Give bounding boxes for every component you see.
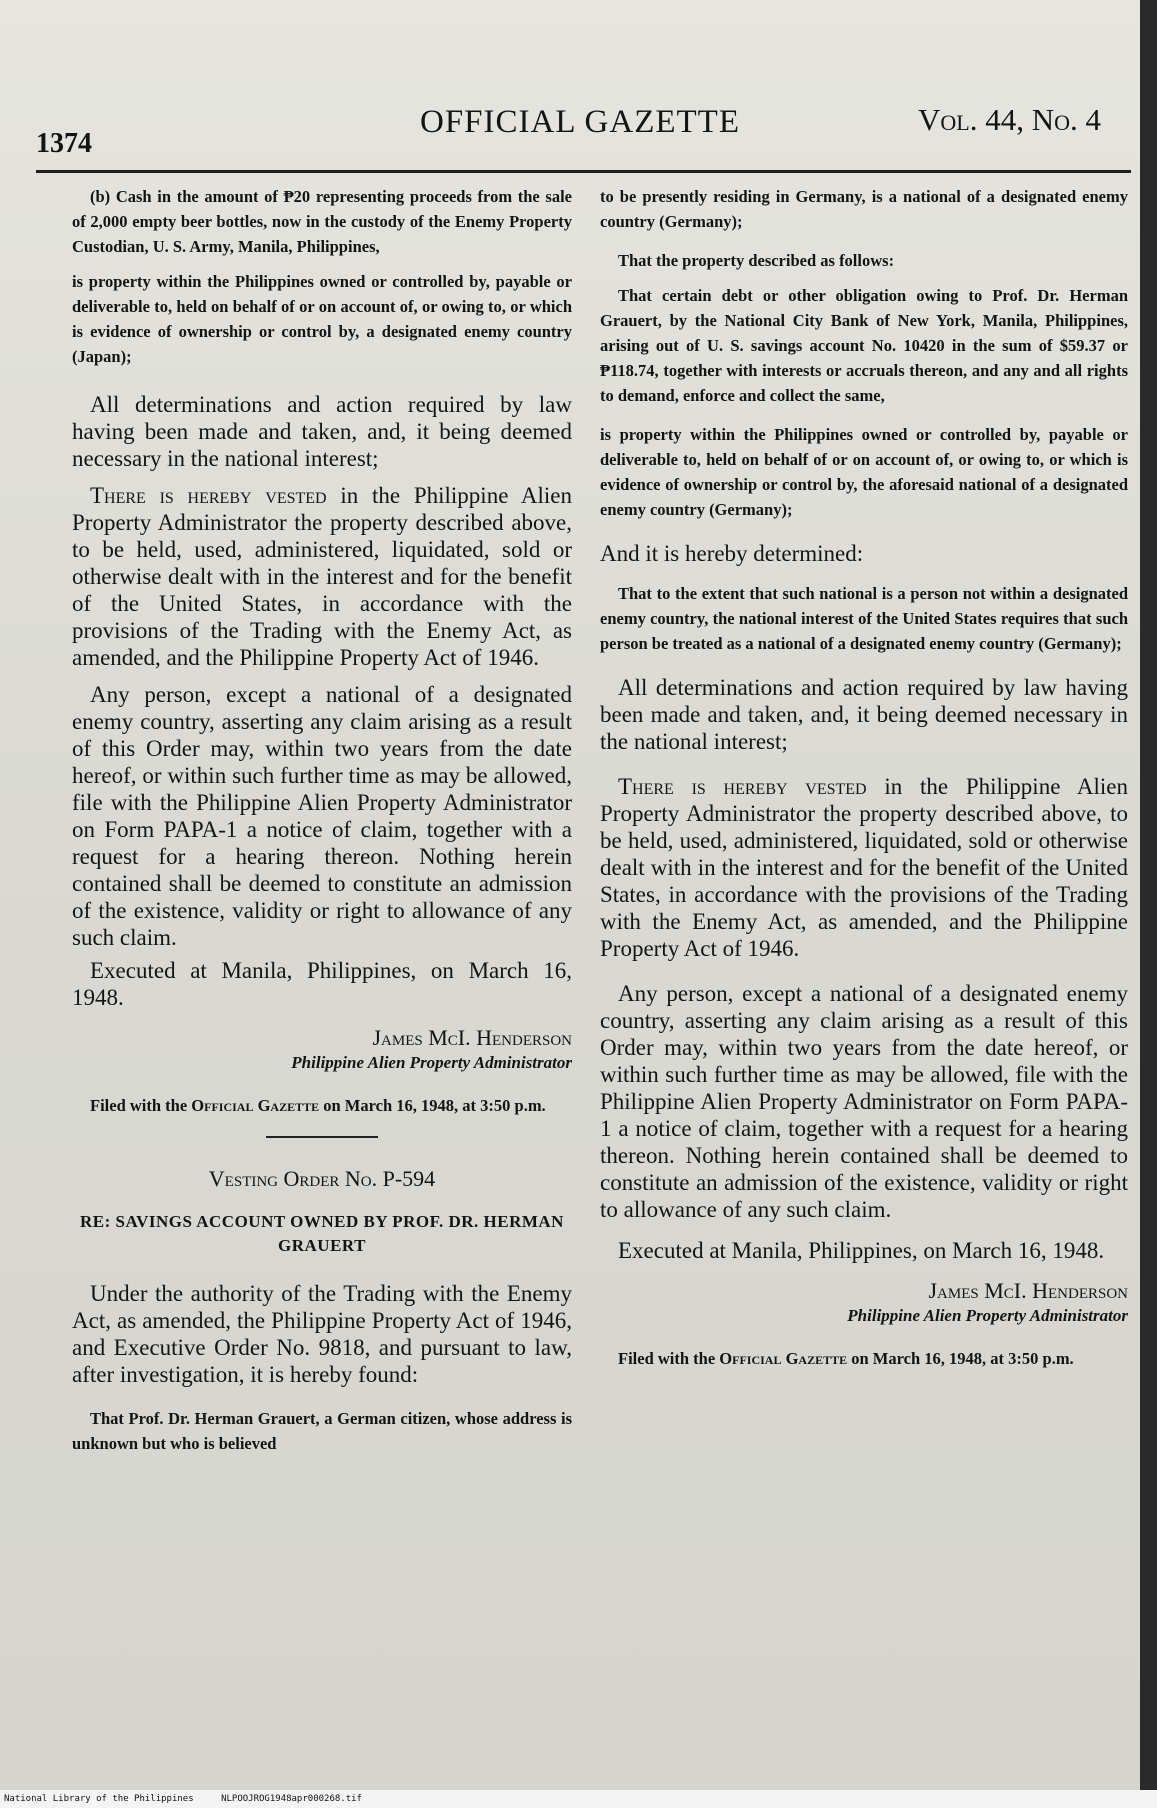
signature-block-2	[600, 1278, 1128, 1328]
vested-paragraph-2	[600, 773, 1128, 962]
property-clause-paragraph-2: is property within the Philippines owned or controlled by, payable or deliverable to, held on behalf of or on account of, or owing to, or which is evidence of ownership or control by, the aforesaid national of a designated enemy country (Germany);	[600, 425, 1128, 519]
national-interest-paragraph: That to the extent that such national is a person not within a designated enemy country, the national interest of the United States requires that such person be treated as a national of a designated enemy country (Germany);	[600, 584, 1128, 653]
signer-name: James McI. Henderson	[372, 1025, 572, 1050]
determined-line: And it is hereby determined:	[600, 541, 864, 566]
executed-line-2: Executed at Manila, Philippines, on March 16, 1948.	[618, 1238, 1105, 1263]
vested-text-2: in the Philippine Alien Property Administrator the property described above, to be held, used, administered, liquidated, sold or otherwise dealt with in the interest and for the benefit of the United States, in accordance with the provisions of the Trading with the Enemy Act, as amended, and the Philippine Property Act of 1946.	[600, 774, 1128, 961]
gazette-name-2: Official Gazette	[719, 1349, 848, 1368]
determinations-paragraph: All determinations and action required by law having been made and taken, and, it being deemed necessary in the national interest;	[72, 392, 572, 471]
scan-footer	[0, 1790, 1157, 1808]
order-subject: RE: SAVINGS ACCOUNT OWNED BY PROF. DR. HERMAN GRAUERT	[80, 1212, 564, 1255]
claim-paragraph: Any person, except a national of a designated enemy country, asserting any claim arising as a result of this Order may, within two years from the date hereof, or within such further time as may be allowed, file with the Philippine Alien Property Administrator on Form PAPA-1 a notice of claim, together with a request for a hearing thereon. Nothing herein contained shall be deemed to constitute an admission of the existence, validity or right to allowance of any such claim.	[72, 682, 572, 950]
left-column	[72, 184, 572, 1456]
publication-title: OFFICIAL GAZETTE	[420, 104, 740, 140]
vested-lead: There is hereby vested	[90, 483, 327, 508]
authority-paragraph: Under the authority of the Trading with the Enemy Act, as amended, the Philippine Property Act of 1946, and Executive Order No. 9818, and pursuant to law, after investigation, it is hereby found:	[72, 1281, 572, 1387]
signer-title: Philippine Alien Property Administrator	[291, 1053, 572, 1072]
signature-block	[72, 1025, 572, 1075]
gazette-name: Official Gazette	[191, 1096, 320, 1115]
page-number: 1374	[36, 128, 92, 159]
executed-line: Executed at Manila, Philippines, on March 16, 1948.	[72, 958, 572, 1010]
volume-issue: Vol. 44, No. 4	[918, 102, 1101, 137]
section-divider	[266, 1136, 378, 1138]
right-column	[600, 184, 1128, 1371]
scan-file: NLPOOJROG1948apr000268.tif	[221, 1794, 362, 1804]
determinations-paragraph-2: All determinations and action required by law having been made and taken, and, it being deemed necessary in the national interest;	[600, 675, 1128, 754]
claim-paragraph-2: Any person, except a national of a designated enemy country, asserting any claim arising as a result of this Order may, within two years from the date hereof, or within such further time as may be allowed, file with the Philippine Alien Property Administrator on Form PAPA-1 a notice of claim, together with a request for a hearing thereon. Nothing herein contained shall be deemed to constitute an admission of the existence, validity or right to allowance of any such claim.	[600, 981, 1128, 1222]
signer-name-2: James McI. Henderson	[928, 1278, 1128, 1303]
property-intro: That the property described as follows:	[618, 251, 895, 270]
item-b-paragraph: (b) Cash in the amount of ₱20 representing proceeds from the sale of 2,000 empty beer bottles, now in the custody of the Enemy Property Custodian, U. S. Army, Manila, Philippines,	[72, 187, 572, 256]
property-clause-paragraph: is property within the Philippines owned or controlled by, payable or deliverable to, held on behalf of or on account of, or owing to, or which is evidence of ownership or control by, a designated enemy country (Japan);	[72, 272, 572, 366]
grauert-cont-paragraph: to be presently residing in Germany, is a national of a designated enemy country (Germany);	[600, 187, 1128, 231]
vested-paragraph	[72, 482, 572, 671]
vested-text: in the Philippine Alien Property Administrator the property described above, to be held, used, administered, liquidated, sold or otherwise dealt with in the interest and for the benefit of the United States, in accordance with the provisions of the Trading with the Enemy Act, as amended, and the Philippine Property Act of 1946.	[72, 483, 572, 670]
scan-source: National Library of the Philippines	[4, 1794, 194, 1804]
signer-title-2: Philippine Alien Property Administrator	[847, 1306, 1128, 1325]
vesting-order-title: Vesting Order No. P-594	[208, 1166, 436, 1191]
header-rule	[36, 170, 1131, 173]
debt-paragraph: That certain debt or other obligation owing to Prof. Dr. Herman Grauert, by the National City Bank of New York, Manila, Philippines, arising out of U. S. savings account No. 10420 in the sum of $59.37 or ₱118.74, together with interests or accruals thereon, and any and all rights to demand, enforce and collect the same,	[600, 286, 1128, 405]
grauert-intro-paragraph: That Prof. Dr. Herman Grauert, a German citizen, whose address is unknown but who is believed	[72, 1409, 572, 1453]
filed-note-2: Filed with the Official Gazette on March 16, 1948, at 3:50 p.m.	[618, 1349, 1074, 1368]
vested-lead-2: There is hereby vested	[618, 774, 867, 799]
filed-note: Filed with the Official Gazette on March 16, 1948, at 3:50 p.m.	[90, 1096, 546, 1115]
